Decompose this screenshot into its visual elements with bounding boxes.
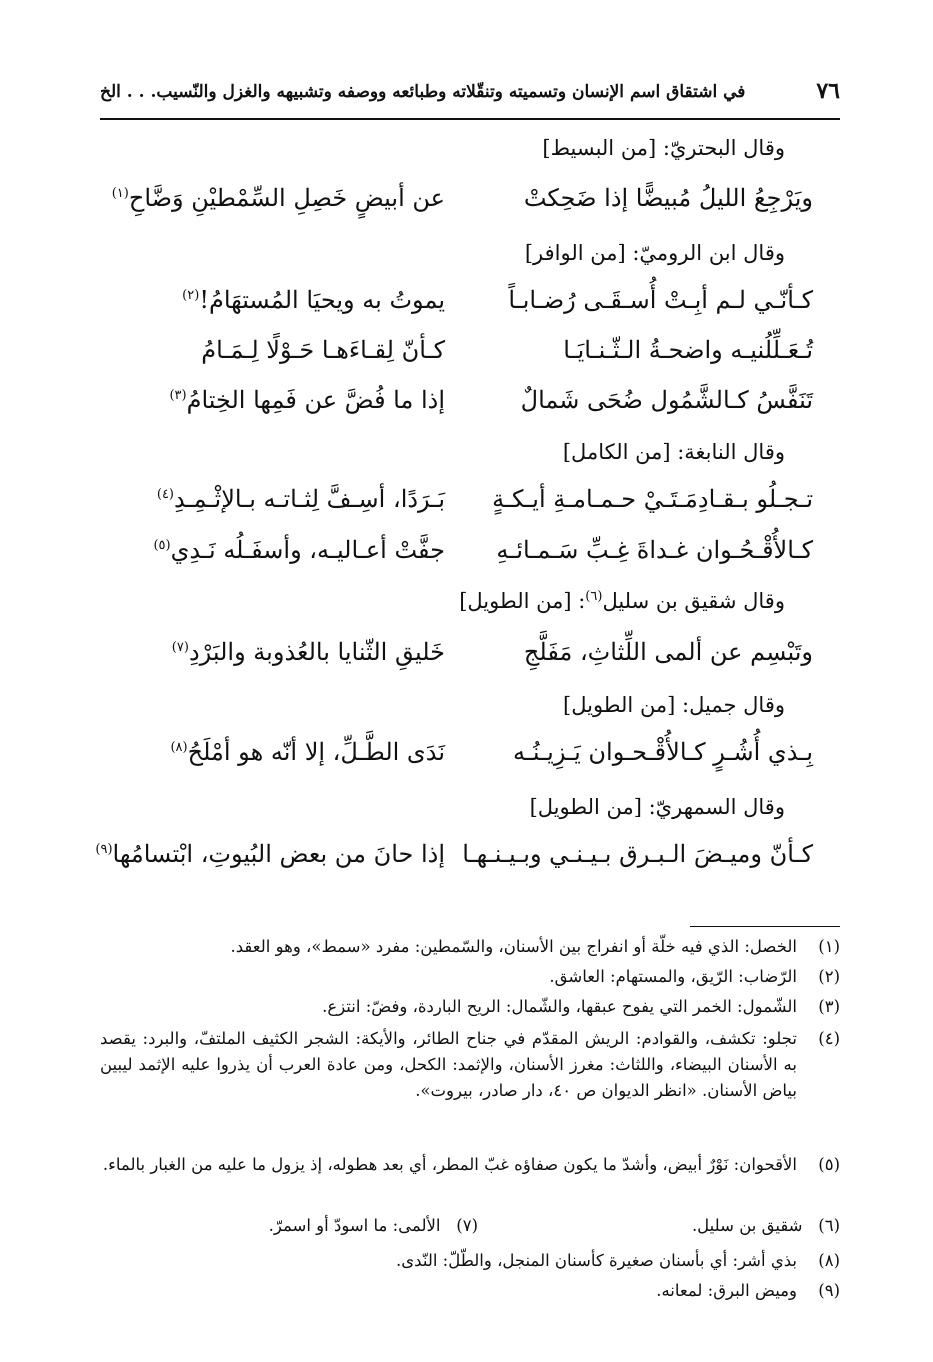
verse-line [0, 286, 933, 326]
verse-first-hemistich: تَنَفَّسُ كـالشَّمُول ضُحَى شَمالٌ [520, 386, 813, 414]
footnote-ref: (١) [111, 186, 129, 201]
footnote-text: الشّمول: الخمر التي يفوح عبقها، والشّمال: الريح الباردة، وفضّ: انتزع. [322, 997, 797, 1016]
verse-line [0, 386, 933, 426]
footnote-number: (٥) [818, 1155, 840, 1174]
footnote-ref: (٧) [171, 640, 189, 655]
footnote-text: الرّضاب: الرّيق، والمستهام: العاشق. [549, 967, 797, 986]
footnote-text: تجلو: تكشف، والقوادم: الريش المقدّم في جناح الطائر، والأيكة: الشجر الكثيف الملتفّ، والبرد: يقصد به الأسنان البيضاء، واللثاث: مغرز الأسنان، والإثمد: الكحل، ومن عادة العرب أن يذروا عليه الإثمد ليبين بياض الأسنان. «انظر الديوان ص ٤٠، دار صادر، بيروت». [100, 1029, 797, 1100]
verse-first-hemistich: بِـذي أُشُـرٍ كـالأُقْـحـوان يَـزِيـنُـه [512, 738, 813, 766]
verse-line [0, 536, 933, 576]
footnote-ref: (٢) [182, 288, 200, 303]
footnote-text: وميض البرق: لمعانه. [656, 1281, 797, 1300]
page-number: ٧٦ [816, 78, 840, 104]
poem-intro: وقال ابن الروميّ: [من الوافر] [524, 241, 785, 265]
footnote [100, 1248, 840, 1274]
poem-intro: وقال السمهريّ: [من الطويل] [529, 795, 785, 819]
verse-line [0, 336, 933, 376]
footnote [269, 1216, 478, 1235]
footnote-number: (٢) [818, 967, 840, 986]
poem-intro: وقال البحتريّ: [من البسيط] [542, 136, 785, 160]
verse-line [0, 638, 933, 678]
footnote-ref: (٨) [170, 740, 188, 755]
verse-second-hemistich: بَـرَدًا، أسِـفَّ لِثـاتـه بـالإثْـمِـدِ$^{(٤)}$ [156, 485, 445, 513]
verse-second-hemistich: إذا حانَ من بعض البُيوتِ، ابْتسامُها$^{(٩)}$ [95, 840, 445, 868]
footnote-ref: (٥) [153, 538, 171, 553]
footnote [100, 994, 840, 1020]
verse-first-hemistich: تُـعَـلِّلُنيـه واضحـةُ الـثّـنـايَـا [563, 336, 813, 364]
footnote-ref: (٦) [585, 589, 603, 604]
poem-intro: وقال النابغة: [من الكامل] [562, 440, 785, 464]
poem-intro: وقال جميل: [من الطويل] [563, 693, 785, 717]
footnote-number: (٦) [818, 1216, 840, 1235]
footnote [100, 1026, 840, 1104]
footnote-ref: (٤) [156, 487, 174, 502]
verse-second-hemistich: جفَّتْ أعـاليـه، وأسفَـلُه نَـدِي$^{(٥)}$ [153, 536, 445, 564]
poem-intro: وقال شقيق بن سليل$^{(٦)}$: [من الطويل] [459, 589, 785, 613]
footnote-text: الخصل: الذي فيه خلّة أو انفراج بين الأسنان، والسّمطين: مفرد «سمط»، وهو العقد. [230, 937, 797, 956]
footnote-number: (٤) [818, 1029, 840, 1048]
verse-second-hemistich: إذا ما فُضَّ عن فَمِها الخِتامُ$^{(٣)}$ [169, 386, 445, 414]
footnote-text: شقيق بن سليل. [691, 1216, 803, 1235]
footnote-text: الأقحوان: نَوْرٌ أبيض، وأشدّ ما يكون صفاؤه غبّ المطر، أي بعد هطوله، إذ يزول ما عليه من الغبار بالماء. [102, 1155, 797, 1174]
verse-first-hemistich: كـالأُقْـحُـوان غـداةَ غِـبِّ سَـمـائـهِ [496, 536, 813, 564]
verse-first-hemistich: كـأنّ وميـضَ الـبـرق بـيـنـي وبـيـنـهـا [462, 840, 813, 868]
verse-first-hemistich: كـأنّـي لـم أبِـتْ أُسـقَـى رُضـابـاً [508, 286, 813, 314]
footnote-ref: (٩) [95, 842, 113, 857]
verse-second-hemistich: يموتُ به ويحيَا المُستهَامُ!$^{(٢)}$ [182, 286, 445, 314]
verse-second-hemistich: خَليقِ الثّنايا بالعُذوبة والبَرْدِ$^{(٧)}$ [171, 638, 445, 666]
verse-second-hemistich: عن أبيضٍ خَصِلِ السِّمْطيْنِ وَضَّاحِ$^{(١)}$ [111, 184, 445, 212]
footnote [100, 1278, 840, 1304]
verse-line [0, 840, 933, 880]
footnote-number: (١) [818, 937, 840, 956]
running-title: في اشتقاق اسم الإنسان وتسميته وتنقّلاته وطبائعه ووصفه وتشبيهه والغزل والنّسيب. . . الخ [100, 82, 746, 102]
footnote-text: بذي أشر: أي بأسنان صغيرة كأسنان المنجل، والطّلّ: النّدى. [396, 1251, 797, 1270]
footnote [100, 964, 840, 990]
verse-second-hemistich: نَدَى الطَّـلِّ، إلا أنّه هو أمْلَحُ$^{(٨)}$ [170, 738, 445, 766]
footnote-ref: (٣) [169, 388, 187, 403]
footnote-number: (٩) [818, 1281, 840, 1300]
verse-first-hemistich: وتَبْسِم عن ألمى اللِّثاثِ، مَفَلَّجِ [523, 638, 813, 666]
footnote [100, 1152, 840, 1178]
verse-line [0, 485, 933, 525]
footnote-number: (٨) [818, 1251, 840, 1270]
footnote [692, 1216, 840, 1235]
verse-first-hemistich: تـجـلُو بـقـادِمَـتَـيْ حـمـامـةِ أيـكـةٍ [492, 485, 813, 513]
verse-second-hemistich: كـأنّ لِقـاءَهـا حَـوْلًا لِـمَـامُ [201, 336, 445, 364]
footnote-number: (٧) [456, 1216, 478, 1235]
verse-line [0, 738, 933, 778]
footnote [100, 934, 840, 960]
footnote-text: الألمى: ما اسودّ أو اسمرّ. [268, 1216, 441, 1235]
verse-line [0, 184, 933, 224]
page-header [100, 78, 840, 120]
verse-first-hemistich: ويَرْجِعُ الليلُ مُبيضًّا إذا ضَحِكتْ [523, 184, 813, 212]
footnote-number: (٣) [818, 997, 840, 1016]
footnote-divider [690, 926, 840, 927]
